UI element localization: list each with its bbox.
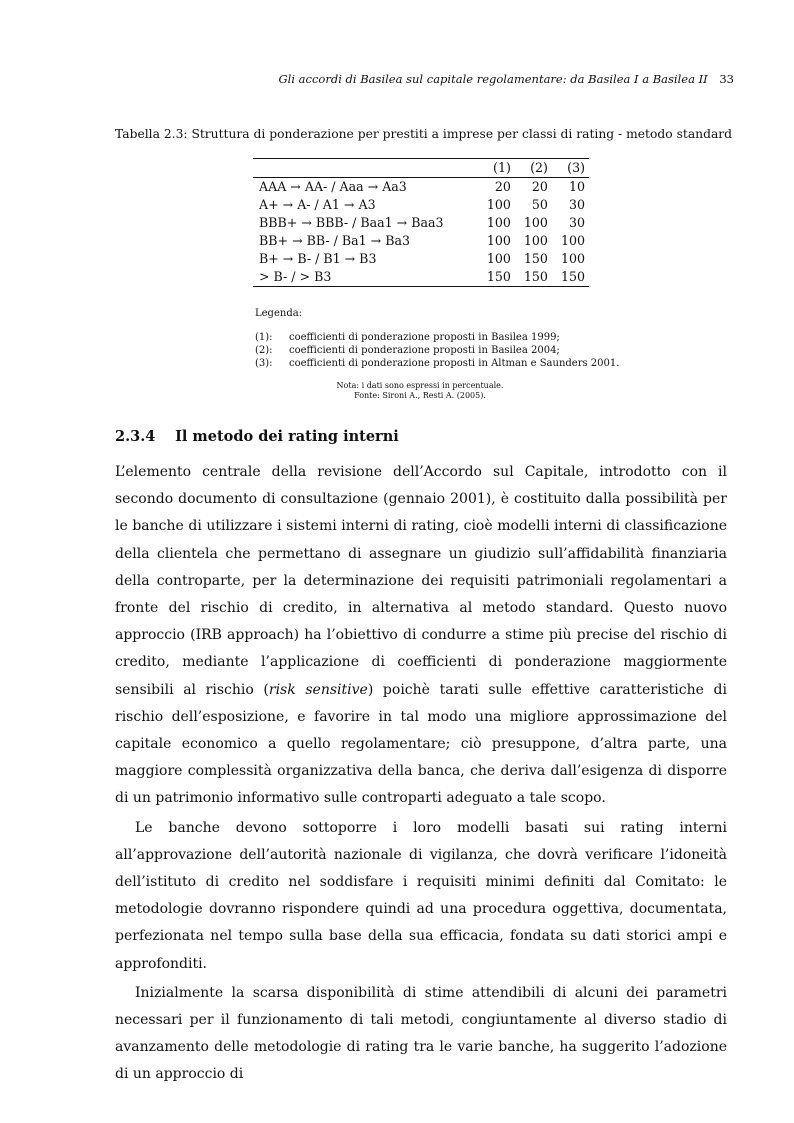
paragraph-text: L’elemento centrale della revisione dell’Accordo sul Capitale, introdotto con il secondo documento di consultazione (gennaio 2001), è costituito dalla possibilità per le banche di utilizzare i sistemi interni di rating, cioè modelli interni di classificazione della clientela che permettano di assegnare un giudizio sull’affidabilità finanziaria della controparte, per la determinazione dei requisiti patrimoniali regolamentari a fronte del rischio di credito, in alternativa al metodo standard. Questo nuovo approccio (IRB approach) ha l’obiettivo di condurre a stime più precise del rischio di credito, mediante l’applicazione di coefficienti di ponderazione maggiormente sensibili al rischio (	[115, 464, 727, 698]
table-header-row	[253, 159, 589, 178]
table-caption: Tabella 2.3: Struttura di ponderazione per prestiti a imprese per classi di rating - metodo standard	[115, 127, 733, 141]
section-number: 2.3.4	[115, 428, 156, 445]
table-header-col2: (2)	[530, 160, 548, 175]
row-label: B+ → B- / B1 → B3	[259, 251, 377, 266]
legend-item	[255, 331, 675, 344]
table-header-label	[253, 159, 478, 178]
row-label: BB+ → BB- / Ba1 → Ba3	[259, 233, 410, 248]
cell-col1: 100	[486, 197, 511, 212]
paragraph	[115, 459, 727, 813]
legend-key: (3):	[255, 358, 273, 369]
paragraph: Inizialmente la scarsa disponibilità di stime attendibili di alcuni dei parametri necessari per il funzionamento di tali metodi, congiuntamente al diverso stadio di avanzamento delle metodologie di rating tra le varie banche, ha suggerito l’adozione di un approccio di	[115, 984, 727, 1083]
cell-col3: 30	[568, 197, 585, 212]
legend-key: (2):	[255, 345, 273, 356]
cell-col1: 20	[494, 179, 511, 194]
cell-col3: 10	[568, 179, 585, 194]
table-header-col3: (3)	[567, 160, 585, 175]
cell-col1: 100	[486, 251, 511, 266]
cell-col2: 150	[523, 269, 548, 284]
cell-col2: 100	[523, 233, 548, 248]
cell-col3: 100	[560, 251, 585, 266]
running-title: Gli accordi di Basilea sul capitale regolamentare: da Basilea I a Basilea II	[278, 72, 708, 86]
cell-col3: 100	[560, 233, 585, 248]
row-label: AAA → AA- / Aaa → Aa3	[259, 179, 407, 194]
legend-key: (1):	[255, 332, 273, 343]
table-row	[253, 268, 589, 287]
cell-col2: 20	[531, 179, 548, 194]
legend-item	[255, 357, 675, 370]
table-row	[253, 196, 589, 214]
paragraph-text: ) poichè tarati sulle effettive caratteristiche di rischio dell’esposizione, e favorire in tal modo una migliore approssimazione del capitale economico a quello regolamentare; ciò presuppone, d’altra parte, una maggiore complessità organizzativa della banca, che deriva dall’esigenza di disporre di un patrimonio informativo sulle controparti adeguato a tale scopo.	[115, 681, 727, 807]
weighting-table	[253, 158, 589, 287]
cell-col1: 100	[486, 215, 511, 230]
table-note: Nota: i dati sono espressi in percentuale.	[336, 381, 504, 390]
row-label: A+ → A- / A1 → A3	[259, 197, 376, 212]
page-number: 33	[719, 72, 734, 86]
table-header-col1: (1)	[493, 160, 511, 175]
cell-col2: 100	[523, 215, 548, 230]
paragraph-emphasis: risk sensitive	[268, 681, 368, 698]
section-title: Il metodo dei rating interni	[175, 428, 399, 445]
cell-col1: 150	[486, 269, 511, 284]
section-heading	[115, 428, 399, 445]
table-row	[253, 214, 589, 232]
running-header	[278, 72, 734, 86]
cell-col3: 30	[568, 215, 585, 230]
row-label: BBB+ → BBB- / Baa1 → Baa3	[259, 215, 444, 230]
cell-col2: 50	[531, 197, 548, 212]
cell-col1: 100	[486, 233, 511, 248]
legend-text: coefficienti di ponderazione proposti in Altman e Saunders 2001.	[289, 358, 620, 369]
table-row	[253, 178, 589, 197]
table-notes	[250, 381, 590, 401]
table-source: Fonte: Sironi A., Resti A. (2005).	[354, 391, 486, 400]
body-text	[115, 459, 727, 1089]
cell-col3: 150	[560, 269, 585, 284]
table-legend	[255, 307, 675, 370]
legend-title: Legenda:	[255, 308, 303, 319]
legend-text: coefficienti di ponderazione proposti in Basilea 2004;	[289, 345, 560, 356]
cell-col2: 150	[523, 251, 548, 266]
table-row	[253, 250, 589, 268]
legend-text: coefficienti di ponderazione proposti in Basilea 1999;	[289, 332, 560, 343]
row-label: > B- / > B3	[259, 269, 332, 284]
legend-item	[255, 344, 675, 357]
table-row	[253, 232, 589, 250]
paragraph: Le banche devono sottoporre i loro modelli basati sui rating interni all’approvazione dell’autorità nazionale di vigilanza, che dovrà verificare l’idoneità dell’istituto di credito nel soddisfare i requisiti minimi definiti dal Comitato: le metodologie dovranno rispondere quindi ad una procedura oggettiva, documentata, perfezionata nel tempo sulla base della sua efficacia, fondata su dati storici ampi e approfonditi.	[115, 819, 727, 972]
